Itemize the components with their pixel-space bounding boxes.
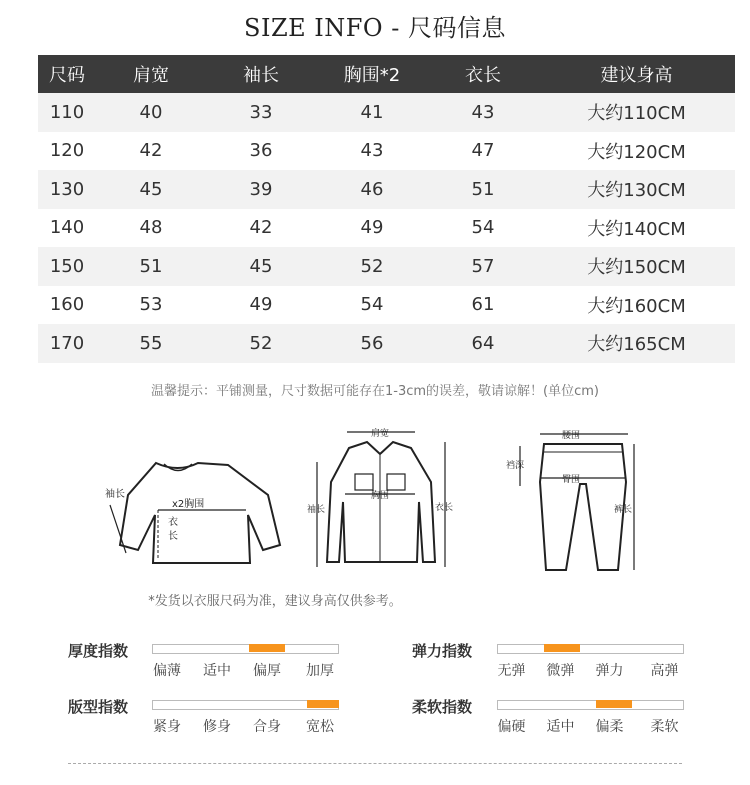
cell: 大约120CM xyxy=(587,141,686,163)
cell: 33 xyxy=(206,93,316,132)
cell: 56 xyxy=(316,324,428,363)
cell: 大约160CM xyxy=(587,295,686,317)
thickness-options xyxy=(132,660,338,680)
cell: 170 xyxy=(38,324,96,363)
fit-indicator xyxy=(307,700,339,708)
sweater-length-label-2: 长 xyxy=(168,531,178,542)
cell: 52 xyxy=(206,324,316,363)
header-chest: 胸围*2 xyxy=(316,55,428,93)
option-label: 紧身 xyxy=(153,719,181,735)
option-label: 加厚 xyxy=(306,663,334,679)
cell: 130 xyxy=(38,170,96,209)
cell: 43 xyxy=(428,93,538,132)
cell: 大约130CM xyxy=(538,170,735,209)
cell: 51 xyxy=(96,247,206,286)
elasticity-index-label: 弹力指数 xyxy=(412,642,473,660)
option-label: 宽松 xyxy=(306,719,334,735)
cell: 大约150CM xyxy=(538,247,735,286)
page-title: SIZE INFO - 尺码信息 xyxy=(244,14,506,42)
shirt-diagram xyxy=(305,422,455,574)
cell: 120 xyxy=(49,140,85,162)
cell: 150 xyxy=(38,247,96,286)
table-row xyxy=(38,286,735,325)
cell: 39 xyxy=(206,170,316,209)
cell: 55 xyxy=(96,324,206,363)
option-label: 偏厚 xyxy=(253,663,281,679)
cell: 41 xyxy=(316,93,428,132)
measurement-tip: 温馨提示：平铺测量，尺寸数据可能存在1-3cm的误差，敬请谅解！(单位cm) xyxy=(151,384,599,399)
elasticity-indicator xyxy=(544,644,580,652)
sweater-chest-label: x2胸围 xyxy=(172,499,205,510)
cell: 大约140CM xyxy=(587,218,686,240)
cell: 大约165CM xyxy=(538,324,735,363)
softness-options xyxy=(494,716,702,736)
softness-index-label: 柔软指数 xyxy=(412,698,473,716)
option-label: 适中 xyxy=(203,663,231,679)
cell: 160 xyxy=(49,294,85,316)
header-size: 尺码 xyxy=(38,55,96,93)
cell: 53 xyxy=(139,294,163,316)
fit-scale xyxy=(152,700,339,710)
cell: 43 xyxy=(360,140,384,162)
option-label: 修身 xyxy=(203,719,231,735)
cell: 47 xyxy=(471,140,495,162)
header-length: 衣长 xyxy=(428,55,538,93)
table-row xyxy=(38,209,735,248)
cell: 51 xyxy=(428,170,538,209)
sweater-length-label-1: 衣 xyxy=(168,517,178,528)
header-height: 建议身高 xyxy=(538,55,735,93)
softness-scale xyxy=(497,700,684,710)
option-label: 合身 xyxy=(253,719,281,735)
size-table xyxy=(38,55,735,363)
header-sleeve: 袖长 xyxy=(206,55,316,93)
cell: 61 xyxy=(471,294,495,316)
cell: 40 xyxy=(96,93,206,132)
pants-rise-label: 裆深 xyxy=(506,461,525,471)
cell: 49 xyxy=(360,217,384,239)
cell: 54 xyxy=(471,217,495,239)
table-row xyxy=(38,93,735,132)
shirt-sleeve-label: 袖长 xyxy=(307,505,326,515)
option-label: 弹力 xyxy=(595,663,624,679)
option-label: 柔软 xyxy=(650,719,679,735)
option-label: 偏薄 xyxy=(153,663,181,679)
table-row xyxy=(38,247,735,286)
shirt-length-label: 衣长 xyxy=(435,503,454,513)
fit-index-label: 版型指数 xyxy=(68,698,129,716)
pants-diagram xyxy=(500,422,640,574)
sweater-diagram xyxy=(98,455,288,575)
shirt-shoulder-label: 肩宽 xyxy=(371,429,390,439)
fit-options xyxy=(132,716,338,736)
softness-indicator xyxy=(596,700,632,708)
shirt-chest-label: 胸围 xyxy=(371,491,390,501)
cell: 42 xyxy=(139,140,163,162)
cell: 36 xyxy=(249,140,273,162)
option-label: 无弹 xyxy=(497,663,526,679)
table-row xyxy=(38,132,735,171)
thickness-index-label: 厚度指数 xyxy=(68,642,129,660)
cell: 54 xyxy=(360,294,384,316)
cell: 48 xyxy=(139,217,163,239)
divider xyxy=(68,763,682,764)
cell: 46 xyxy=(316,170,428,209)
table-row xyxy=(38,324,735,363)
option-label: 偏硬 xyxy=(497,719,526,735)
cell: 49 xyxy=(249,294,273,316)
cell: 45 xyxy=(96,170,206,209)
shirt-outline-icon xyxy=(305,422,455,574)
sweater-sleeve-label: 袖长 xyxy=(105,489,125,500)
shipping-note: *发货以衣服尺码为准，建议身高仅供参考。 xyxy=(148,594,402,609)
cell: 42 xyxy=(249,217,273,239)
cell: 52 xyxy=(316,247,428,286)
cell: 64 xyxy=(428,324,538,363)
elasticity-scale xyxy=(497,644,684,654)
cell: 大约110CM xyxy=(538,93,735,132)
option-label: 高弹 xyxy=(650,663,679,679)
cell: 110 xyxy=(38,93,96,132)
pants-outline-icon xyxy=(500,422,640,574)
sweater-outline-icon xyxy=(98,455,288,575)
thickness-scale xyxy=(152,644,339,654)
option-label: 微弹 xyxy=(546,663,575,679)
pants-waist-label: 腰围 xyxy=(562,431,581,441)
cell: 140 xyxy=(49,217,85,239)
pants-length-label: 裤长 xyxy=(614,505,633,515)
cell: 57 xyxy=(428,247,538,286)
table-header-row xyxy=(38,55,735,93)
elasticity-options xyxy=(494,660,702,680)
thickness-indicator xyxy=(249,644,285,652)
table-row xyxy=(38,170,735,209)
option-label: 偏柔 xyxy=(595,719,624,735)
pants-hip-label: 臀围 xyxy=(562,475,581,485)
header-shoulder: 肩宽 xyxy=(96,55,206,93)
cell: 45 xyxy=(206,247,316,286)
option-label: 适中 xyxy=(546,719,575,735)
